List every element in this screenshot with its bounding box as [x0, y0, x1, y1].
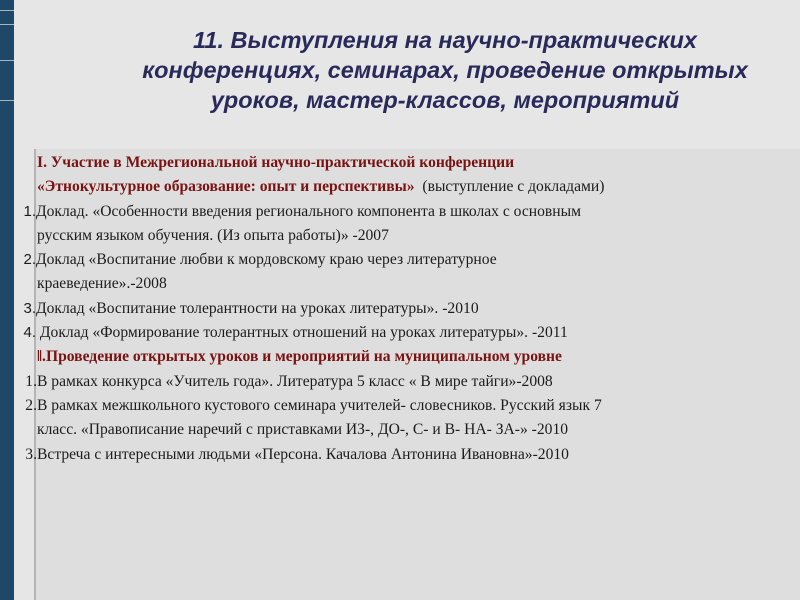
- section1-heading-cont: [16, 175, 786, 199]
- item-number: 3.: [25, 445, 37, 463]
- list-item: [16, 200, 786, 224]
- item-number: 4.: [23, 324, 36, 342]
- item-number: 2.: [25, 396, 37, 414]
- slide-title: [120, 25, 770, 115]
- item-number: 3.: [23, 299, 36, 317]
- bar-tick: [0, 100, 14, 101]
- list-item: [16, 248, 786, 272]
- section2-heading-text: ǁ.Проведение открытых уроков и мероприятий на муниципальном уровне: [37, 348, 562, 366]
- bar-tick: [0, 24, 14, 25]
- section1-note: (выступление с докладами): [422, 178, 605, 196]
- item-number: 1.: [23, 202, 36, 220]
- item-number: 1.: [25, 372, 37, 390]
- list-item: [16, 443, 786, 467]
- bar-tick: [0, 10, 14, 11]
- section2-heading: [16, 345, 786, 369]
- item-text: Доклад «Формирование толерантных отношений на уроках литературы». -2011: [36, 324, 568, 342]
- list-item: [16, 321, 786, 345]
- list-item-cont: класс. «Правописание наречий с приставками ИЗ-, ДО-, С- и В- НА- ЗА-» -2010: [37, 421, 569, 439]
- list-item: [16, 394, 786, 418]
- item-number: 2.: [23, 251, 36, 269]
- conference-name: «Этнокультурное образование: опыт и перспективы»: [37, 178, 415, 196]
- section1-heading-text: I. Участие в Межрегиональной научно-практической конференции: [37, 154, 515, 171]
- list-item-cont: русским языком обучения. (Из опыта работы)» -2007: [37, 226, 389, 244]
- list-item: [16, 370, 786, 394]
- title-line: 11. Выступления на научно-практических: [193, 27, 697, 53]
- list-item-cont: краеведение».-2008: [37, 275, 167, 293]
- item-text: В рамках межшкольного кустового семинара учителей- словесников. Русский язык 7: [37, 396, 602, 414]
- title-line: уроков, мастер-классов, мероприятий: [210, 87, 680, 113]
- item-text: Доклад. «Особенности введения регионального компонента в школах с основным: [36, 202, 581, 220]
- title-line: конференциях, семинарах, проведение открытых: [142, 57, 748, 83]
- item-text: Доклад «Воспитание толерантности на уроках литературы». -2010: [36, 299, 479, 317]
- item-text: В рамках конкурса «Учитель года». Литература 5 класс « В мире тайги»-2008: [37, 372, 553, 390]
- left-accent-bar: [0, 0, 14, 600]
- section1-heading: [16, 151, 786, 175]
- list-item: [16, 297, 786, 321]
- item-text: Встреча с интересными людьми «Персона. Качалова Антонина Ивановна»-2010: [37, 445, 569, 463]
- content-body: [16, 151, 786, 467]
- item-text: Доклад «Воспитание любви к мордовскому краю через литературное: [36, 251, 497, 269]
- bar-tick: [0, 60, 14, 61]
